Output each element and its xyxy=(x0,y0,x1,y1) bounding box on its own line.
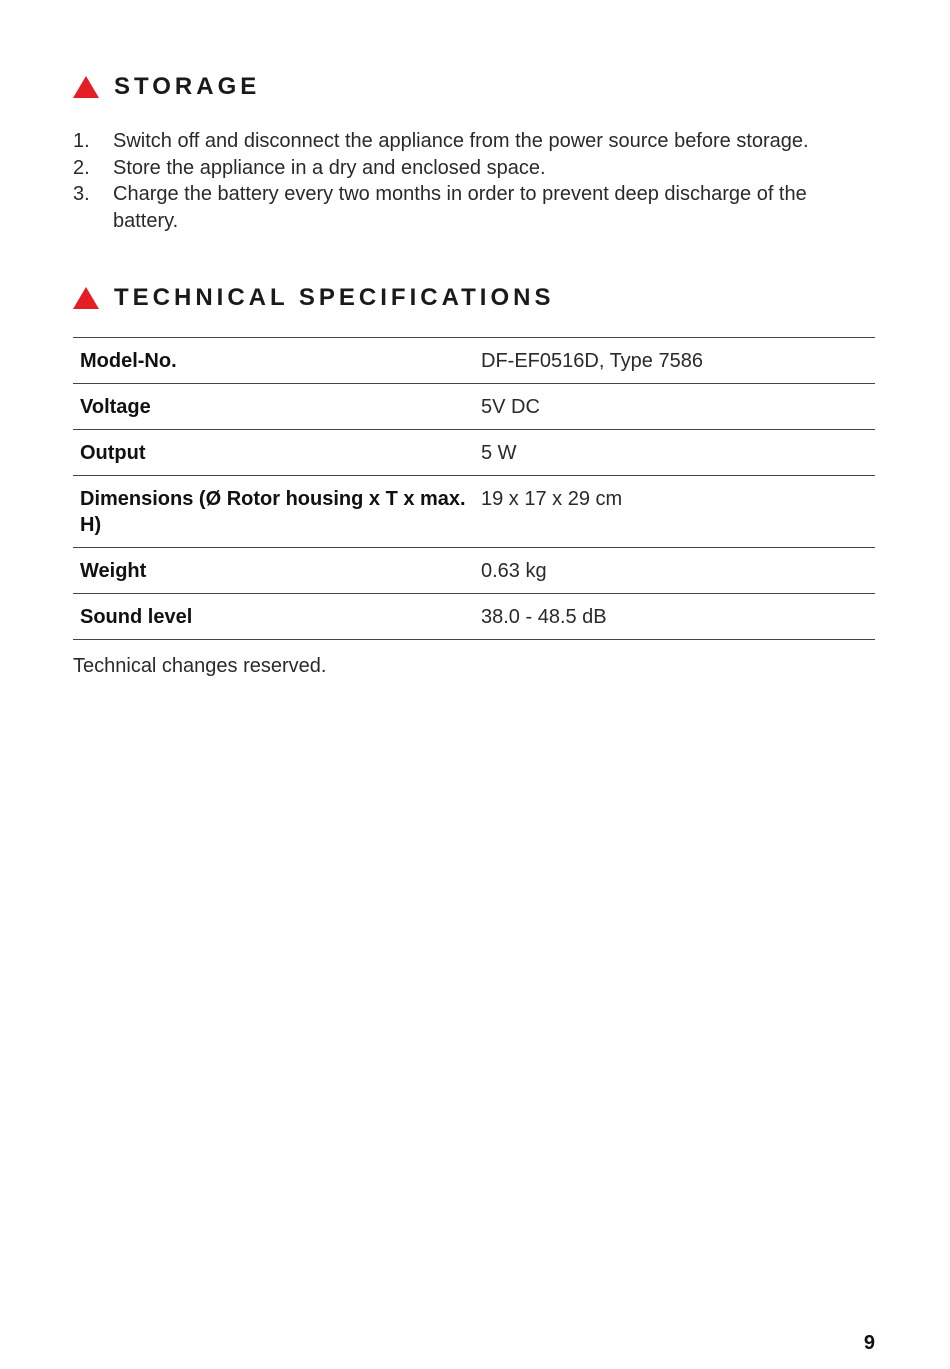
technical-changes-note: Technical changes reserved. xyxy=(73,655,327,677)
list-item-text: Store the appliance in a dry and enclosed space. xyxy=(113,156,546,179)
table-row xyxy=(73,430,875,476)
specs-heading xyxy=(73,283,554,313)
storage-heading-text: STORAGE xyxy=(114,73,261,100)
storage-list-item xyxy=(73,155,863,182)
spec-label: Dimensions (Ø Rotor housing x T x max. H) xyxy=(80,488,466,536)
list-item-text: Switch off and disconnect the appliance from the power source before storage. xyxy=(113,130,809,152)
spec-value: 19 x 17 x 29 cm xyxy=(481,488,623,510)
spec-label: Output xyxy=(80,442,146,464)
page-number: 9 xyxy=(863,1332,875,1354)
table-row xyxy=(73,548,875,594)
spec-value: DF-EF0516D, Type 7586 xyxy=(481,350,703,372)
table-row xyxy=(73,338,875,384)
spec-value: 5 W xyxy=(481,442,517,464)
table-row xyxy=(73,476,875,548)
warning-triangle-icon xyxy=(73,287,99,309)
spec-value: 5V DC xyxy=(481,396,540,418)
storage-list-item xyxy=(73,181,863,234)
storage-heading xyxy=(73,72,260,102)
specs-table xyxy=(73,337,875,640)
spec-label: Voltage xyxy=(80,396,151,418)
spec-value: 0.63 kg xyxy=(481,560,547,582)
warning-triangle-icon xyxy=(73,76,99,98)
list-item-text: Charge the battery every two months in order to prevent deep discharge of the battery. xyxy=(113,183,807,232)
table-row xyxy=(73,384,875,430)
list-item-number: 1. xyxy=(73,130,90,152)
storage-list xyxy=(73,128,863,234)
storage-list-item xyxy=(73,128,863,155)
spec-label: Sound level xyxy=(80,606,193,628)
list-item-number: 2. xyxy=(73,156,90,179)
specs-heading-text: TECHNICAL SPECIFICATIONS xyxy=(114,284,555,311)
spec-label: Model-No. xyxy=(80,350,177,372)
spec-value: 38.0 - 48.5 dB xyxy=(481,606,607,628)
spec-label: Weight xyxy=(80,560,147,582)
table-row xyxy=(73,594,875,640)
list-item-number: 3. xyxy=(73,183,90,205)
